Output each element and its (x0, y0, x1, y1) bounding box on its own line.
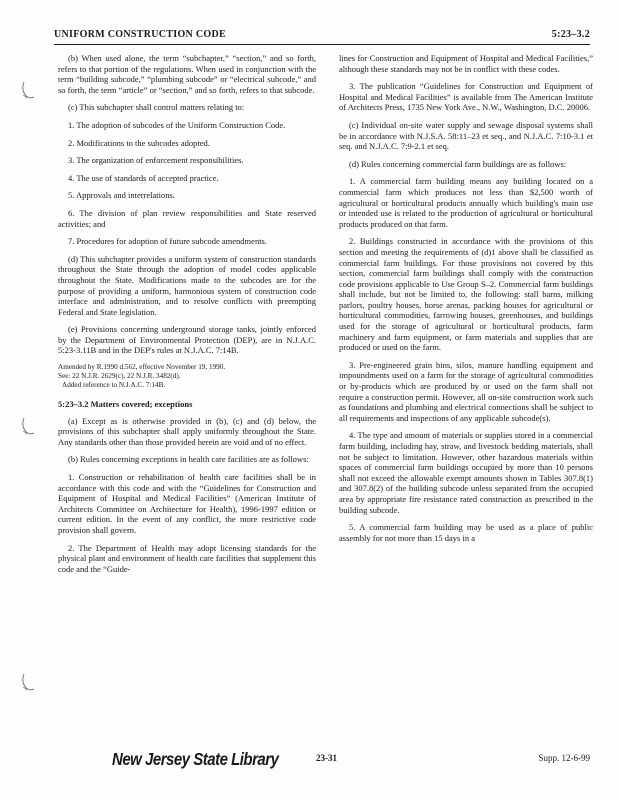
list-item: 5. A commercial farm building may be used as a place of public assembly for not more than 15 days in a (339, 522, 593, 543)
running-header (54, 29, 590, 43)
list-item: 3. Pre-engineered grain bins, silos, manure handling equipment and impoundments used on a farm for the storage of agricultural commodities or by-products which are produced by or used on the farm shall not require a construction permit. However, all on-site construction work such as foundations and plumbing and electrical connections shall be subject to all requirements and inspections of any applicable subcode(s). (339, 359, 593, 423)
amendment-line: Amended by R.1990 d.562, effective November 19, 1990. (58, 363, 226, 372)
paragraph: (b) Rules concerning exceptions in health care facilities are as follows: (68, 454, 309, 465)
paragraph: (a) Except as is otherwise provided in (b), (c) and (d) below, the provisions of this subchapter shall apply uniformly throughout the State. Any standards other than those provided herein are void and of no effect. (58, 415, 316, 447)
list-item: 7. Procedures for adoption of future subcode amendments. (68, 236, 267, 247)
list-item: 5. Approvals and interrelations. (68, 190, 175, 201)
paragraph: (c) This subchapter shall control matters relating to: (68, 102, 245, 113)
left-column (58, 53, 316, 581)
list-item: 2. Modifications to the subcodes adopted. (68, 137, 210, 148)
paragraph-continuation: lines for Construction and Equipment of Hospital and Medical Facilities,” although these standards may not be in conflict with these codes. (339, 53, 593, 74)
right-column (339, 53, 593, 550)
section-heading: 5:23–3.2 Matters covered; exceptions (58, 399, 193, 410)
header-section-number: 5:23–3.2 (551, 29, 590, 40)
binding-hole-mark-icon (18, 672, 36, 694)
paragraph: (e) Provisions concerning underground storage tanks, jointly enforced by the Department of Environmental Protection (DEP), are in N.J.A.C. 5:23-3.11B and in the DEP's rules at N.J.A.C. 7:14B. (58, 324, 316, 356)
amendment-line: See: 22 N.J.R. 2629(c), 22 N.J.R. 3482(d). (58, 372, 181, 381)
paragraph: (b) When used alone, the term “subchapter,” “section,” and so forth, refers to that portion of the regulations. When used in conjunction with the term “building subcode,” “plumbing subcode” or “electrical subcode,” and so forth, the term “article” or “section,” and so forth, refers to that subcode. (58, 53, 316, 95)
list-item: 6. The division of plan review responsibilities and State reserved activities; and (58, 207, 316, 229)
binding-hole-mark-icon (18, 80, 36, 102)
list-item: 3. The organization of enforcement responsibilities. (68, 155, 244, 166)
page-number: 23-31 (316, 753, 337, 763)
page-footer (54, 750, 590, 772)
supplement-date: Supp. 12-6-99 (538, 753, 590, 763)
paragraph: (c) Individual on-site water supply and sewage disposal systems shall be in accordance with N.J.S.A. 58:11–23 et seq., and N.J.A.C. 7:10-3.1 et seq. and N.J.A.C. 7:9-2.1 et seq. (339, 119, 593, 152)
header-title: UNIFORM CONSTRUCTION CODE (54, 29, 226, 40)
binding-hole-mark-icon (18, 416, 36, 438)
list-item: 4. The use of standards of accepted practice. (68, 172, 219, 183)
list-item: 2. The Department of Health may adopt licensing standards for the physical plant and environment of health care facilities that supplement this code and the “Guide- (58, 542, 316, 574)
amendment-note (58, 363, 316, 390)
list-item: 2. Buildings constructed in accordance with the provisions of this section and meeting the requirements of (d)1 above shall be classified as commercial farm buildings. For those provisions not covered by this section, commercial farm buildings shall comply with the construction code provisions applicable to Use Group S–2. Commercial farm buildings shall include, but not be limited to, the following: stall barns, milking parlors, poultry houses, horse arenas, packing houses for agricultural or horticultural commodities, farrowing houses, greenhouses, and buildings used for the storage of agricultural or horticultural products, farm machinery and farm equipment, or farm materials and supplies that are produced or used on the farm. (339, 236, 593, 353)
library-stamp: New Jersey State Library (112, 750, 279, 770)
list-item: 3. The publication “Guidelines for Construction and Equipment of Hospital and Medical Facilities” is available from The American Institute of Architects Press, 1735 New York Ave., N.W., Washington, D.C. 20006. (339, 81, 593, 113)
paragraph: (d) Rules concerning commercial farm buildings are as follows: (349, 158, 567, 169)
list-item: 1. Construction or rehabilitation of health care facilities shall be in accordance with this code and with the “Guidelines for Construction and Equipment of Hospital and Medical Facilities” (American Institute of Architects Committee on Architecture for Health), 1996-1997 edition or current edition. In the event of any conflict, the more restrictive code provision shall govern. (58, 472, 316, 535)
list-item: 1. A commercial farm building means any building located on a commercial farm which produces not less than $2,500 worth of agricultural or horticultural products annually which building's main use or intended use is related to the production of agricultural or horticultural products produced on that farm. (339, 176, 593, 229)
header-rule (54, 44, 590, 45)
paragraph: (d) This subchapter provides a uniform system of construction standards throughout the State through the adoption of model codes applicable throughout the State. Modifications made to the subcodes are for the purpose of providing a uniform, harmonious system of construction code interface and administration, and to resolve conflicts with preempting Federal and State legislation. (58, 253, 316, 317)
amendment-line: Added reference to N.J.A.C. 7:14B. (62, 381, 166, 390)
list-item: 1. The adoption of subcodes of the Uniform Construction Code. (68, 119, 286, 130)
list-item: 4. The type and amount of materials or supplies stored in a commercial farm building, including hay, straw, and livestock bedding materials, shall not be subject to limitation. However, other hazardous materials within spaces of commercial farm buildings occupied by more than 10 persons shall not exceed the allowable exempt amounts shown in Tables 307.8(1) and 307.8(2) of the building subcode unless separated from the occupied area by appropriate fire resistance rated construction as prescribed in the building subcode. (339, 430, 593, 515)
